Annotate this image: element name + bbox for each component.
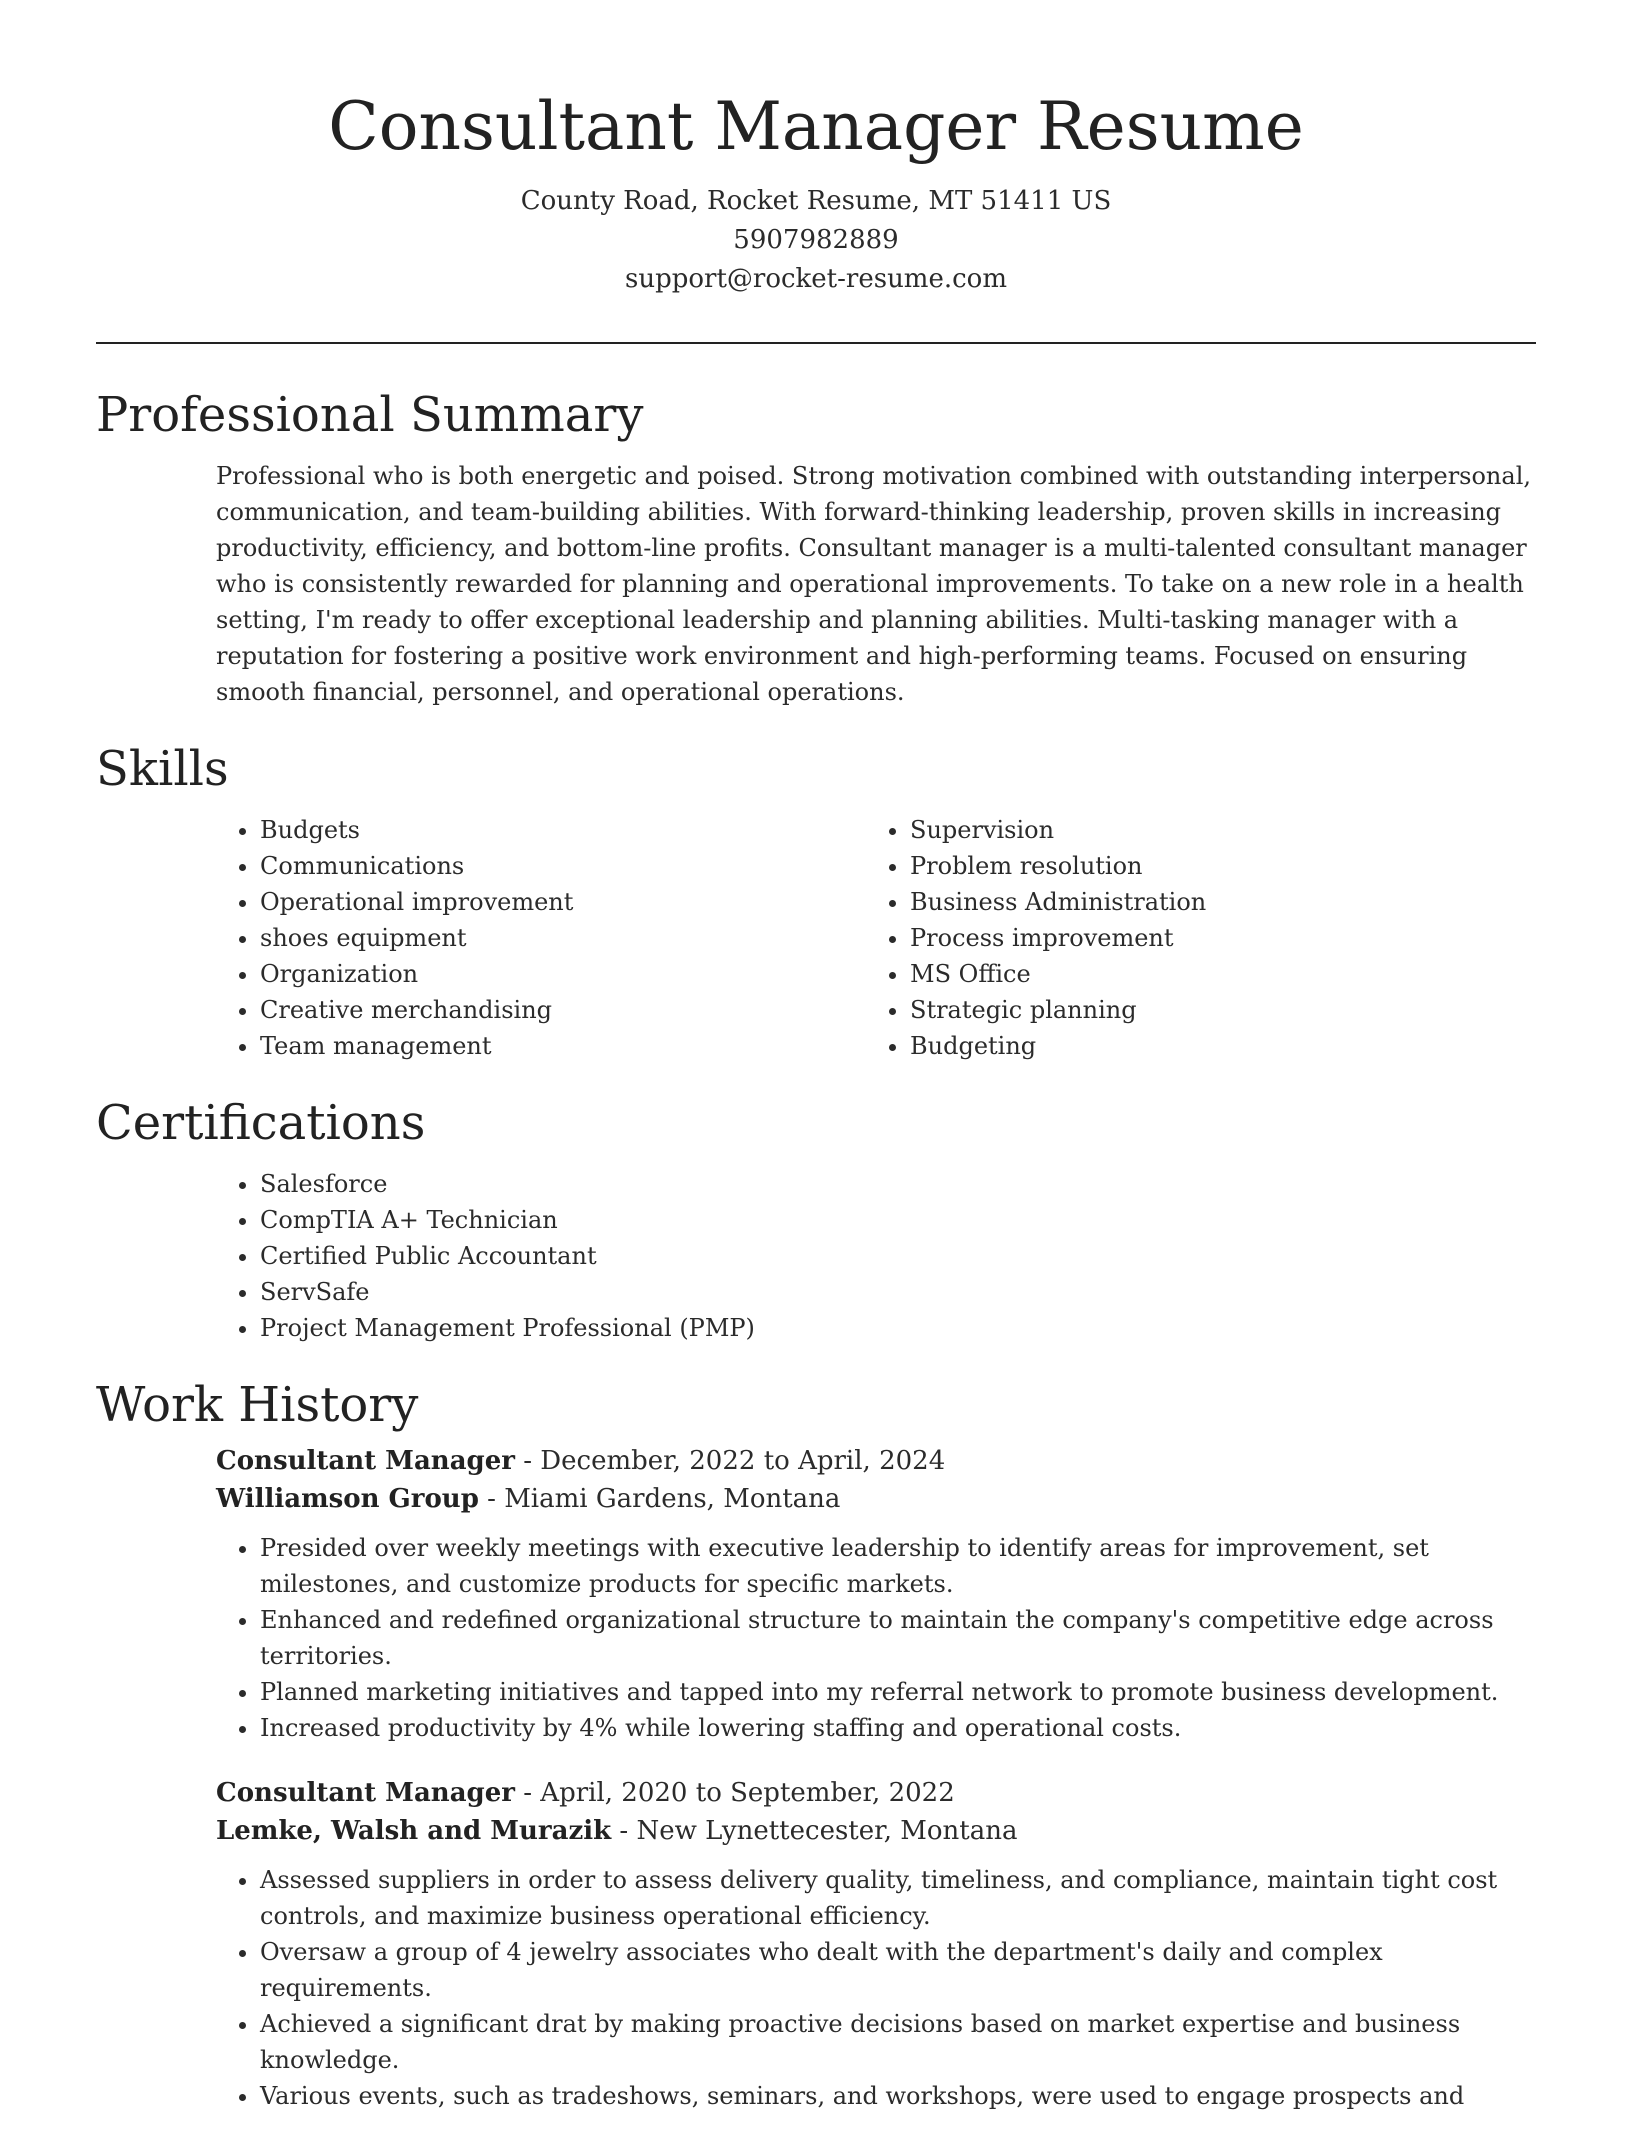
resume-content (96, 378, 1536, 2142)
contact-phone: 5907982889 (733, 225, 899, 255)
job-bullet: • Enhanced and redefined organizational structure to maintain the company's competitive edge across territories. (260, 1602, 1536, 1674)
certifications-section (96, 1086, 1536, 1346)
job-role: Consultant Manager (216, 1446, 515, 1476)
job-bullet: • Oversaw a group of 4 jewelry associates who dealt with the department's daily and complex requirements. (260, 1934, 1536, 2006)
job-title-line (216, 1774, 1536, 1812)
certification-item: • CompTIA A+ Technician (260, 1202, 1536, 1238)
skill-item: • Process improvement (910, 920, 1516, 956)
skill-item: • Team management (260, 1028, 866, 1064)
contact-address: County Road, Rocket Resume, MT 51411 US (520, 186, 1112, 216)
skill-item: • Communications (260, 848, 866, 884)
job-role: Consultant Manager (216, 1778, 515, 1808)
skill-item: • Organization (260, 956, 866, 992)
job-company-line (216, 1812, 1536, 1850)
job-bullet: • Presided over weekly meetings with executive leadership to identify areas for improvement, set milestones, and customize products for specific markets. (260, 1530, 1536, 1602)
certifications-heading: Certifications (96, 1095, 426, 1151)
certification-item: • Salesforce (260, 1166, 1536, 1202)
resume-title: Consultant Manager Resume (328, 88, 1304, 165)
summary-text: Professional who is both energetic and poised. Strong motivation combined with outstanding interpersonal, communication, and team-building abilities. With forward-thinking leadership, proven skills in increasing productivity, efficiency, and bottom-line profits. Consultant manager is a multi-talented consultant manager who is consistently rewarded for planning and operational improvements. To take on a new role in a health setting, I'm ready to offer exceptional leadership and planning abilities. Multi-tasking manager with a reputation for fostering a positive work environment and high-performing teams. Focused on ensuring smooth financial, personnel, and operational operations. (216, 462, 1531, 706)
job-entry (216, 1774, 1536, 2114)
job-bullet: • Various events, such as tradeshows, seminars, and workshops, were used to engage prospects and (260, 2078, 1536, 2114)
job-company-line (216, 1480, 1536, 1518)
skills-column-right (866, 806, 1516, 1064)
job-bullet: • Increased productivity by 4% while lowering staffing and operational costs. (260, 1710, 1536, 1746)
certifications-list (216, 1166, 1536, 1346)
skills-grid (216, 806, 1536, 1064)
skill-item: • MS Office (910, 956, 1516, 992)
skills-section (96, 732, 1536, 1064)
skill-item: • Strategic planning (910, 992, 1516, 1028)
certification-item: • Project Management Professional (PMP) (260, 1310, 1536, 1346)
work-history-section (96, 1368, 1536, 2114)
job-company: Lemke, Walsh and Murazik (216, 1816, 612, 1846)
skills-list-left (216, 812, 866, 1064)
skill-item: • Budgeting (910, 1028, 1516, 1064)
work-history-heading: Work History (96, 1377, 419, 1433)
skill-item: • shoes equipment (260, 920, 866, 956)
skill-item: • Budgets (260, 812, 866, 848)
job-company: Williamson Group (216, 1484, 479, 1514)
job-bullet: • Achieved a significant drat by making proactive decisions based on market expertise and business knowledge. (260, 2006, 1536, 2078)
skills-list-right (866, 812, 1516, 1064)
summary-section (96, 378, 1536, 710)
skill-item: • Business Administration (910, 884, 1516, 920)
skill-item: • Creative merchandising (260, 992, 866, 1028)
skills-column-left (216, 806, 866, 1064)
job-bullets (216, 1862, 1536, 2114)
skill-item: • Operational improvement (260, 884, 866, 920)
resume-header (0, 0, 1632, 299)
job-bullet: • Planned marketing initiatives and tapped into my referral network to promote business development. (260, 1674, 1536, 1710)
job-location: - New Lynettecester, Montana (611, 1816, 1018, 1846)
job-bullet: • Assessed suppliers in order to assess delivery quality, timeliness, and compliance, maintain tight cost controls, and maximize business operational efficiency. (260, 1862, 1536, 1934)
job-bullets (216, 1530, 1536, 1746)
job-dates: - December, 2022 to April, 2024 (514, 1446, 946, 1476)
job-location: - Miami Gardens, Montana (478, 1484, 841, 1514)
summary-heading: Professional Summary (96, 387, 644, 443)
certification-item: • ServSafe (260, 1274, 1536, 1310)
job-dates: - April, 2020 to September, 2022 (514, 1778, 955, 1808)
skill-item: • Supervision (910, 812, 1516, 848)
skills-heading: Skills (96, 741, 229, 797)
job-entry (216, 1442, 1536, 1746)
header-divider (96, 342, 1536, 344)
contact-email: support@rocket-resume.com (624, 264, 1007, 294)
skill-item: • Problem resolution (910, 848, 1516, 884)
certifications-container (216, 1166, 1536, 1346)
contact-block (0, 182, 1632, 299)
job-title-line (216, 1442, 1536, 1480)
certification-item: • Certified Public Accountant (260, 1238, 1536, 1274)
